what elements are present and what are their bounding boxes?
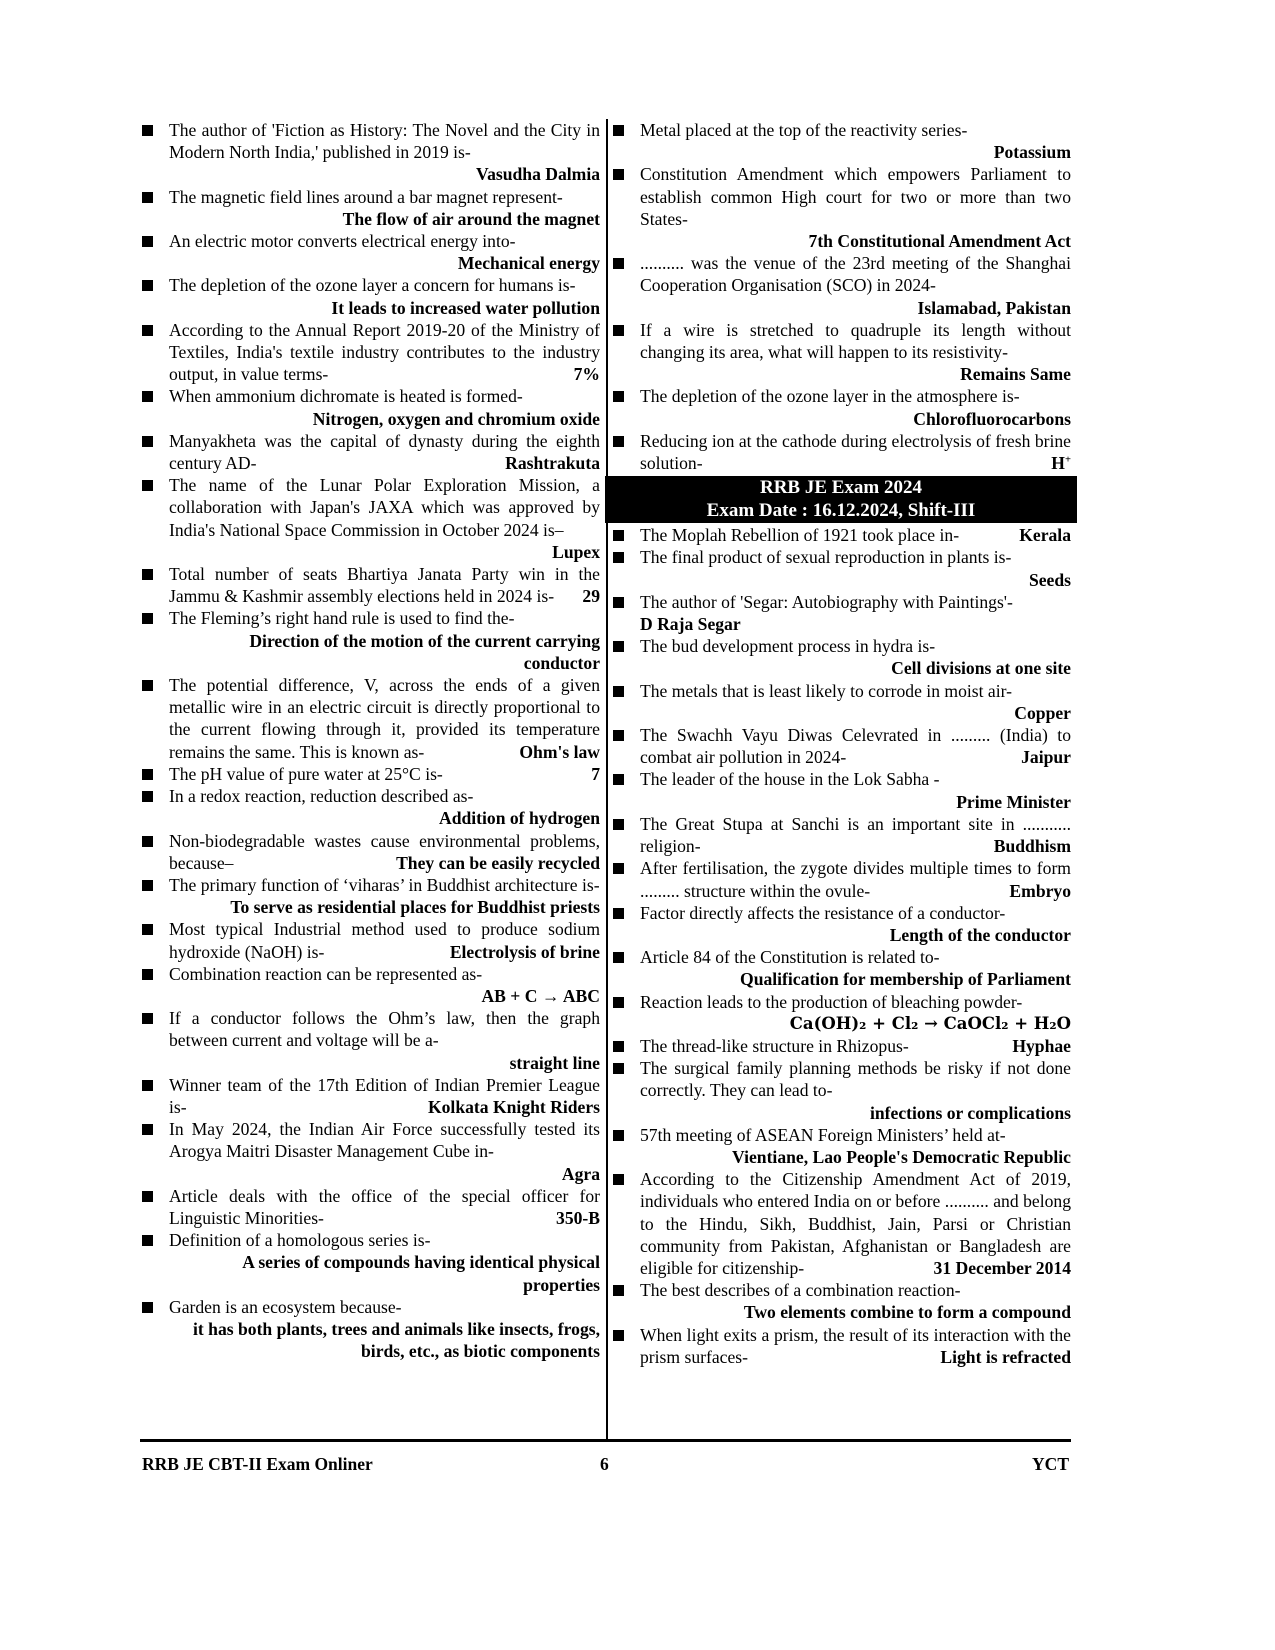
square-bullet-icon (142, 569, 153, 580)
question-text: If a conductor follows the Ohm’s law, then the graph between current and voltage will be a- (169, 1008, 600, 1051)
question-item (140, 674, 600, 763)
question-text: Definition of a homologous series is- (169, 1230, 431, 1251)
answer (169, 630, 600, 674)
question-text: Total number of seats Bhartiya Janata Party win in the Jammu & Kashmir assembly elections held in 2024 is- (169, 564, 600, 607)
question-text: Most typical Industrial method used to produce sodium hydroxide (NaOH) is- (169, 919, 600, 962)
answer-text: Chlorofluorocarbons (913, 408, 1071, 429)
question-item (611, 252, 1071, 319)
question-item (140, 1118, 600, 1185)
answer (1019, 524, 1071, 546)
answer (1012, 1035, 1071, 1057)
answer (640, 408, 1071, 430)
square-bullet-icon (142, 192, 153, 203)
answer-text: Prime Minister (956, 791, 1071, 812)
footer-book-title: RRB JE CBT-II Exam Onliner (142, 1454, 373, 1474)
question-item (140, 119, 600, 186)
square-bullet-icon (613, 125, 624, 136)
answer-text: Mechanical energy (457, 253, 600, 274)
square-bullet-icon (142, 613, 153, 624)
answer-text: Addition of hydrogen (439, 808, 600, 829)
answer-text: infections or complications (869, 1102, 1071, 1123)
answer (169, 985, 600, 1007)
answer (169, 1052, 600, 1074)
answer (169, 163, 600, 185)
answer (428, 1096, 600, 1118)
question-item (611, 1057, 1071, 1124)
question-text: The magnetic field lines around a bar magnet represent- (169, 186, 563, 207)
question-text: The depletion of the ozone layer in the atmosphere is- (640, 386, 1020, 407)
square-bullet-icon (142, 1191, 153, 1202)
question-text: The leader of the house in the Lok Sabha - (640, 769, 940, 790)
square-bullet-icon (613, 1130, 624, 1141)
answer-text: 7% (573, 364, 600, 385)
question-item (140, 963, 600, 1007)
question-text: Reducing ion at the cathode during electrolysis of fresh brine solution- (640, 430, 1071, 474)
answer (994, 835, 1071, 857)
answer-text: Embryo (1009, 880, 1071, 901)
square-bullet-icon (142, 1302, 153, 1313)
question-text: The bud development process in hydra is- (640, 636, 936, 657)
answer-text: Kolkata Knight Riders (427, 1096, 600, 1117)
question-text: When ammonium dichromate is heated is formed- (169, 386, 523, 407)
answer (640, 791, 1071, 813)
question-item (611, 680, 1071, 724)
square-bullet-icon (613, 325, 624, 336)
answer (640, 924, 1071, 946)
question-text: Non-biodegradable wastes cause environmental problems, because– (169, 830, 600, 873)
answer (396, 852, 600, 874)
square-bullet-icon (613, 730, 624, 741)
answer-text: Hyphae (1012, 1035, 1071, 1056)
square-bullet-icon (613, 1330, 624, 1341)
question-item (611, 591, 1071, 635)
question-text: The Moplah Rebellion of 1921 took place in- (640, 525, 960, 546)
square-bullet-icon (613, 819, 624, 830)
question-text: According to the Annual Report 2019-20 of the Ministry of Textiles, India's textile industry contributes to the industry output, in value terms- (169, 319, 600, 385)
answer (640, 1102, 1071, 1124)
answer (934, 1257, 1071, 1279)
answer-text: straight line (509, 1052, 600, 1073)
question-item (611, 768, 1071, 812)
footer-publisher: YCT (1032, 1454, 1069, 1474)
square-bullet-icon (613, 1285, 624, 1296)
question-item (611, 119, 1071, 163)
answer (640, 613, 1071, 635)
answer (1051, 452, 1071, 474)
footer-rule (140, 1439, 1071, 1442)
square-bullet-icon (142, 680, 153, 691)
question-text: The depletion of the ozone layer a concern for humans is- (169, 275, 576, 296)
square-bullet-icon (142, 436, 153, 447)
answer-text: H (1051, 453, 1065, 474)
question-text: Article 84 of the Constitution is related to- (640, 947, 940, 968)
question-text: The thread-like structure in Rhizopus- (640, 1035, 909, 1056)
question-item (611, 524, 1071, 546)
question-item (140, 1007, 600, 1074)
question-item (140, 830, 600, 874)
left-column (140, 119, 600, 1362)
answer (519, 741, 600, 763)
answer-text: Qualification for membership of Parliament (740, 969, 1071, 990)
question-text: An electric motor converts electrical energy into- (169, 231, 516, 252)
question-item (140, 918, 600, 962)
question-text: The surgical family planning methods be risky if not done correctly. They can lead to- (640, 1058, 1071, 1101)
square-bullet-icon (613, 863, 624, 874)
question-text: Factor directly affects the resistance of a conductor- (640, 902, 1006, 923)
square-bullet-icon (613, 641, 624, 652)
square-bullet-icon (613, 1063, 624, 1074)
answer-text: 31 December 2014 (933, 1257, 1071, 1278)
answer (574, 363, 600, 385)
question-item (140, 1229, 600, 1296)
answer (640, 363, 1071, 385)
question-text: In May 2024, the Indian Air Force successfully tested its Arogya Maitri Disaster Management Cube in- (169, 1119, 600, 1162)
answer (505, 452, 600, 474)
question-text: The pH value of pure water at 25°C is- (169, 763, 443, 784)
question-text: Manyakheta was the capital of dynasty during the eighth century AD- (169, 430, 600, 474)
answer (640, 657, 1071, 679)
question-text: The author of 'Segar: Autobiography with Paintings'- (640, 591, 1013, 612)
question-item (140, 607, 600, 674)
answer-text: Two elements combine to form a compound (743, 1302, 1071, 1323)
question-item (611, 902, 1071, 946)
question-text: Garden is an ecosystem because- (169, 1296, 402, 1317)
question-text: Metal placed at the top of the reactivity series- (640, 120, 968, 140)
question-text: The primary function of ‘viharas’ in Buddhist architecture is- (169, 874, 600, 895)
answer-text: 7th Constitutional Amendment Act (808, 231, 1071, 252)
question-item (140, 430, 600, 474)
answer (230, 896, 600, 918)
square-bullet-icon (142, 1124, 153, 1135)
question-text: Article deals with the office of the special officer for Linguistic Minorities- (169, 1185, 600, 1228)
question-text: When light exits a prism, the result of its interaction with the prism surfaces- (640, 1324, 1071, 1367)
question-item (611, 163, 1071, 252)
question-item (611, 1168, 1071, 1279)
square-bullet-icon (613, 997, 624, 1008)
question-item (611, 857, 1071, 901)
question-text: The Swachh Vayu Diwas Celevrated in ......... (India) to combat air pollution in 2024- (640, 725, 1071, 768)
square-bullet-icon (613, 952, 624, 963)
question-item (611, 813, 1071, 857)
question-text: .......... was the venue of the 23rd meeting of the Shanghai Cooperation Organisation (SCO) in 2024- (640, 253, 1071, 296)
square-bullet-icon (613, 552, 624, 563)
answer-text: Vientiane, Lao People's Democratic Republic (732, 1146, 1071, 1167)
right-column (611, 119, 1071, 1368)
question-item (611, 430, 1071, 474)
answer-text: Direction of the motion of the current carrying conductor (249, 630, 600, 673)
question-text: The best describes of a combination reaction- (640, 1280, 961, 1301)
answer-text: Copper (1014, 702, 1071, 723)
question-text: Reaction leads to the production of bleaching powder- (640, 991, 1023, 1012)
answer-text: Seeds (1028, 569, 1071, 590)
answer (640, 968, 1071, 990)
answer-text: It leads to increased water pollution (331, 297, 600, 318)
question-item (140, 874, 600, 918)
answer-text: Remains Same (960, 364, 1071, 385)
question-item (611, 1035, 1071, 1057)
question-item (611, 991, 1071, 1035)
question-item (611, 635, 1071, 679)
question-text: The author of 'Fiction as History: The Novel and the City in Modern North India,' published in 2019 is- (169, 120, 600, 163)
answer (1021, 746, 1071, 768)
answer (640, 1301, 1071, 1323)
answer (450, 941, 600, 963)
square-bullet-icon (613, 169, 624, 180)
answer (640, 297, 1071, 319)
question-item (140, 1296, 600, 1363)
answer-formula: Ca(OH)₂ + Cl₂ → CaOCl₂ + H₂O (789, 1013, 1071, 1033)
column-divider (606, 119, 608, 1439)
answer-text: Kerala (1019, 525, 1071, 546)
answer (169, 1318, 600, 1362)
answer-text: AB + C → ABC (481, 985, 600, 1006)
square-bullet-icon (613, 391, 624, 402)
answer-text: 350-B (556, 1207, 600, 1228)
answer (169, 252, 600, 274)
question-text: The name of the Lunar Polar Exploration Mission, a collaboration with Japan's JAXA which was approved by India's National Space Commission in October 2024 is– (169, 475, 600, 540)
question-text: If a wire is stretched to quadruple its length without changing its area, what will happen to its resistivity- (640, 319, 1071, 363)
page-number: 6 (600, 1454, 609, 1474)
answer (940, 1346, 1071, 1368)
square-bullet-icon (142, 880, 153, 891)
question-item (611, 946, 1071, 990)
square-bullet-icon (142, 836, 153, 847)
answer-text: Light is refracted (940, 1346, 1071, 1367)
answer-text: Jaipur (1021, 747, 1071, 768)
square-bullet-icon (613, 686, 624, 697)
answer-text: Lupex (552, 541, 600, 562)
answer-text: D Raja Segar (640, 614, 741, 635)
answer-text: Electrolysis of brine (449, 941, 600, 962)
answer-text: Vasudha Dalmia (475, 164, 600, 185)
square-bullet-icon (142, 480, 153, 491)
answer-text: Buddhism (993, 836, 1071, 857)
question-item (611, 319, 1071, 386)
question-item (611, 546, 1071, 590)
square-bullet-icon (142, 1235, 153, 1246)
right-items-top (611, 119, 1071, 474)
question-text: According to the Citizenship Amendment Act of 2019, individuals who entered India on or before .......... and belong to the Hindu, Sikh, Buddhist, Jain, Parsi or Christian community from Pakistan, Afghanistan or Bangladesh are eligible for citizenship- (640, 1169, 1071, 1278)
answer-text: Rashtrakuta (505, 453, 600, 474)
answer-text: To serve as residential places for Buddhist priests (230, 897, 600, 918)
question-item (140, 474, 600, 563)
question-text: Combination reaction can be represented as- (169, 963, 483, 984)
question-text: In a redox reaction, reduction described as- (169, 786, 474, 807)
answer-text: Potassium (993, 142, 1071, 163)
answer-text: Cell divisions at one site (891, 658, 1071, 679)
question-item (611, 1324, 1071, 1368)
square-bullet-icon (613, 258, 624, 269)
square-bullet-icon (613, 530, 624, 541)
answer (343, 208, 600, 230)
square-bullet-icon (613, 908, 624, 919)
answer (640, 569, 1071, 591)
answer-text: Islamabad, Pakistan (917, 297, 1071, 318)
question-text: The metals that is least likely to corrode in moist air- (640, 680, 1012, 701)
answer-text: it has both plants, trees and animals like insects, frogs, birds, etc., as biotic components (193, 1318, 600, 1362)
question-item (140, 274, 600, 318)
square-bullet-icon (142, 236, 153, 247)
answer-text: A series of compounds having identical physical properties (242, 1252, 600, 1295)
section-header-title: RRB JE Exam 2024 (759, 477, 923, 499)
answer (169, 807, 600, 829)
answer (640, 702, 1071, 724)
answer-text: They can be easily recycled (396, 852, 600, 873)
answer (582, 585, 600, 607)
answer (552, 541, 600, 563)
question-item (611, 724, 1071, 768)
answer (169, 1163, 600, 1185)
question-text: Winner team of the 17th Edition of Indian Premier League is- (169, 1074, 600, 1117)
answer-text: 29 (582, 586, 600, 607)
question-text: The final product of sexual reproduction in plants is- (640, 547, 1012, 568)
square-bullet-icon (142, 1080, 153, 1091)
question-item (611, 385, 1071, 429)
answer (1009, 880, 1071, 902)
square-bullet-icon (142, 325, 153, 336)
answer (640, 1013, 1071, 1035)
square-bullet-icon (142, 125, 153, 136)
answer (331, 297, 600, 319)
square-bullet-icon (142, 769, 153, 780)
square-bullet-icon (142, 1013, 153, 1024)
question-item (140, 1185, 600, 1229)
right-items-bottom (611, 524, 1071, 1368)
answer-superscript: + (1064, 454, 1071, 466)
question-item (140, 763, 600, 785)
square-bullet-icon (142, 280, 153, 291)
answer (640, 230, 1071, 252)
answer-text: 7 (591, 763, 600, 784)
answer (640, 141, 1071, 163)
question-text: The potential difference, V, across the ends of a given metallic wire in an electric circuit is directly proportional to the current flowing through it, provided its temperature remains the same. This is known as- (169, 675, 600, 762)
answer (556, 1207, 600, 1229)
square-bullet-icon (613, 1174, 624, 1185)
answer (640, 1146, 1071, 1168)
question-text: The Great Stupa at Sanchi is an important site in ........... religion- (640, 813, 1071, 857)
square-bullet-icon (613, 597, 624, 608)
answer (169, 1251, 600, 1295)
square-bullet-icon (613, 774, 624, 785)
question-text: The Fleming’s right hand rule is used to find the- (169, 608, 515, 629)
square-bullet-icon (613, 1041, 624, 1052)
question-item (140, 319, 600, 386)
question-item (140, 186, 600, 230)
question-item (140, 785, 600, 829)
section-header-date: Exam Date : 16.12.2024, Shift-III (706, 499, 976, 521)
answer-text: Agra (561, 1163, 600, 1184)
square-bullet-icon (142, 791, 153, 802)
question-item (611, 1279, 1071, 1323)
question-item (140, 563, 600, 607)
answer-text: Length of the conductor (889, 924, 1071, 945)
question-text: Constitution Amendment which empowers Parliament to establish common High court for two or more than two States- (640, 164, 1071, 229)
square-bullet-icon (142, 924, 153, 935)
question-item (611, 1124, 1071, 1168)
question-item (140, 230, 600, 274)
answer (591, 763, 600, 785)
square-bullet-icon (613, 436, 624, 447)
answer-text: The flow of air around the magnet (342, 208, 600, 229)
answer (169, 408, 600, 430)
answer-text: Nitrogen, oxygen and chromium oxide (312, 408, 600, 429)
square-bullet-icon (142, 969, 153, 980)
answer-text: Ohm's law (519, 741, 600, 762)
question-item (140, 1074, 600, 1118)
section-header (605, 476, 1077, 523)
question-text: 57th meeting of ASEAN Foreign Ministers’ held at- (640, 1124, 1006, 1145)
question-text: After fertilisation, the zygote divides multiple times to form ......... structure within the ovule- (640, 858, 1071, 901)
question-item (140, 385, 600, 429)
square-bullet-icon (142, 391, 153, 402)
